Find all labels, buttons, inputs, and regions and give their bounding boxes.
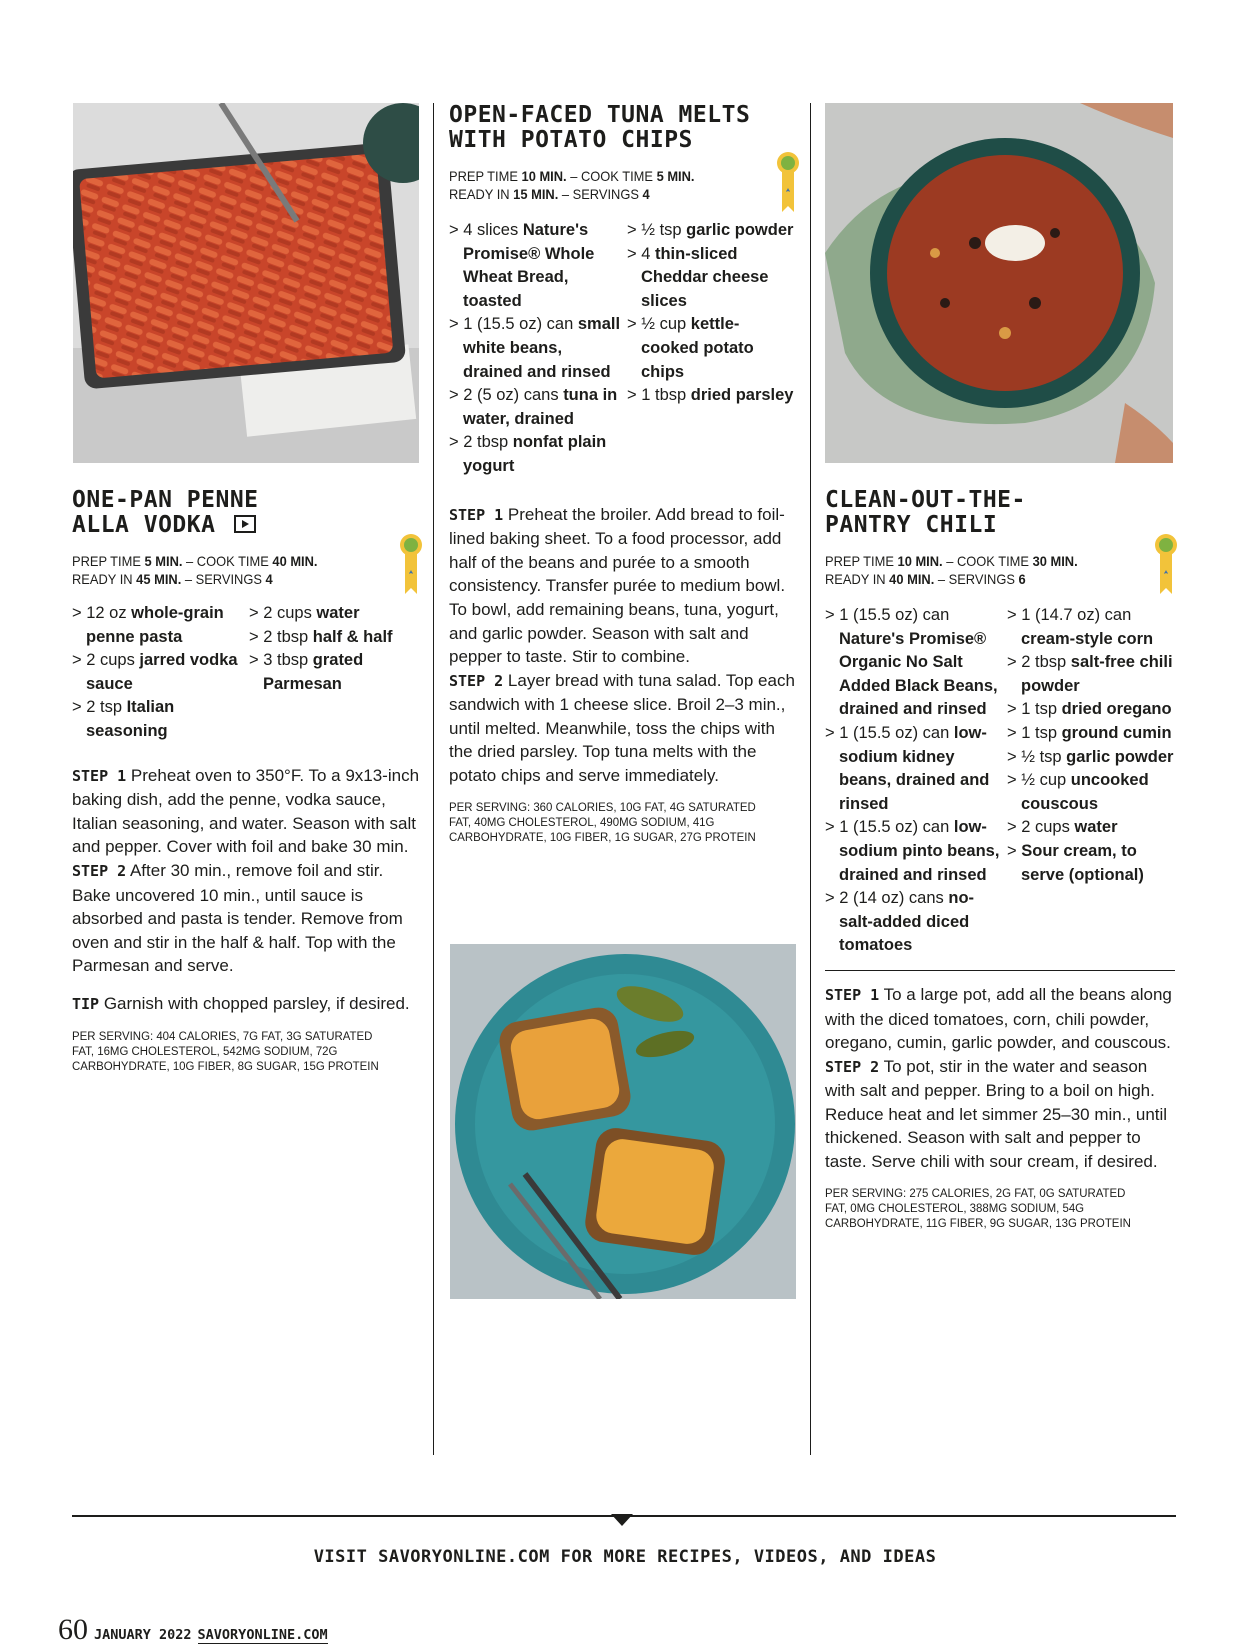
ingredient: > 4 slices Nature's Promise® Whole Wheat Bread, toasted (449, 221, 595, 310)
ingredients-list (72, 602, 420, 744)
recipe-title (72, 488, 420, 538)
ingredient: > 3 tbsp grated Parmesan (249, 651, 364, 693)
ingredient: > 2 (14 oz) cans no-salt-added diced tomatoes (825, 889, 975, 955)
ingredients-left (449, 219, 621, 479)
title-line-2: PANTRY CHILI (825, 512, 998, 538)
ingredient: > Sour cream, to serve (optional) (1007, 841, 1144, 884)
tuna-photo (450, 944, 796, 1299)
ingredient: > 2 tbsp nonfat plain yogurt (449, 433, 607, 475)
ingredient: > 1 tsp ground cumin (1007, 723, 1172, 742)
ingredient: > 2 cups water (1007, 818, 1118, 837)
award-ribbon-icon (398, 532, 424, 596)
recipe-times: PREP TIME 5 MIN. – COOK TIME 40 MIN. READY IN 45 MIN. – SERVINGS 4 (72, 553, 318, 587)
ingredient: > 2 tbsp half & half (249, 627, 393, 646)
title-line-1: CLEAN-OUT-THE- (825, 487, 1026, 513)
video-play-icon[interactable] (234, 515, 256, 533)
column-divider-right (810, 103, 811, 1455)
tuna-melt-image (450, 944, 796, 1299)
ingredient: > 1 (15.5 oz) can Nature's Promise® Organic No Salt Added Black Beans, drained and rinsed (825, 606, 998, 719)
ingredients-left (72, 602, 243, 744)
recipe-steps (825, 983, 1175, 1174)
step-2: STEP 2 To pot, stir in the water and season with salt and pepper. Bring to a boil on high. Reduce heat and let simmer 25–30 min., until thickened. Season with salt and pepper to taste. Serve chili with sour cream, if desired. (825, 1056, 1168, 1172)
ingredients-divider (825, 970, 1175, 971)
ingredient: > 1 (15.5 oz) can low-sodium pinto beans, drained and rinsed (825, 818, 1000, 884)
tuna-recipe (449, 103, 797, 845)
ingredients-left (825, 604, 1001, 958)
chili-photo (825, 103, 1173, 463)
step-2: STEP 2 Layer bread with tuna salad. Top each sandwich with 1 cheese slice. Broil 2–3 min., until melted. Meanwhile, toss the chips with the dried parsley. Top tuna melts with the potato chips and serve immediately. (449, 670, 795, 786)
ingredient: > ½ tsp garlic powder (1007, 747, 1174, 766)
column-divider-left (433, 103, 434, 1455)
recipe-tip: TIP Garnish with chopped parsley, if desired. (72, 993, 410, 1013)
ingredient: > 2 cups water (249, 604, 360, 622)
title-line-2: WITH POTATO CHIPS (449, 127, 693, 153)
ingredient: > 2 cups jarred vodka sauce (72, 651, 238, 693)
site-link[interactable]: SAVORYONLINE.COM (197, 1627, 328, 1643)
issue-date: JANUARY 2022 (94, 1627, 192, 1643)
title-line-2: ALLA VODKA (72, 512, 216, 538)
ingredient: > 12 oz whole-grain penne pasta (72, 604, 224, 646)
page-folio (58, 1613, 328, 1646)
recipe-title (825, 488, 1175, 538)
ingredient: > 1 (15.5 oz) can small white beans, drained and rinsed (449, 315, 621, 381)
recipe-title (449, 103, 797, 153)
recipe-times: PREP TIME 10 MIN. – COOK TIME 5 MIN. READY IN 15 MIN. – SERVINGS 4 (449, 168, 695, 202)
step-1: STEP 1 Preheat the broiler. Add bread to foil-lined baking sheet. To a food processor, add half of the beans and purée to a smooth consistency. Transfer purée to medium bowl. To bowl, add remaining beans, tuna, yogurt, and garlic powder. Season with salt and pepper to taste. Stir to combine. (449, 504, 786, 667)
ingredient: > 2 (5 oz) cans tuna in water, drained (449, 386, 618, 428)
award-ribbon-icon (1153, 532, 1179, 596)
ingredient: > 2 tbsp salt-free chili powder (1007, 653, 1173, 695)
ingredients-right (627, 219, 797, 479)
recipe-steps (449, 503, 797, 788)
ingredients-right (249, 602, 420, 744)
footer-cta[interactable]: VISIT SAVORYONLINE.COM FOR MORE RECIPES, VIDEOS, AND IDEAS (313, 1547, 937, 1567)
nutrition-info: PER SERVING: 404 CALORIES, 7G FAT, 3G SATURATED FAT, 16MG CHOLESTEROL, 542MG SODIUM, 72G CARBOHYDRATE, 10G FIBER, 8G SUGAR, 15G PROTEIN (72, 1028, 379, 1073)
chili-image (825, 103, 1173, 463)
ingredient: > ½ tsp garlic powder (627, 221, 794, 239)
page-number: 60 (58, 1613, 88, 1646)
title-line-1: ONE-PAN PENNE (72, 487, 259, 513)
ingredient: > 1 tbsp dried parsley (627, 386, 794, 405)
ingredient: > 1 (15.5 oz) can low-sodium kidney beans, drained and rinsed (825, 723, 990, 813)
penne-recipe (72, 488, 420, 1074)
ingredients-list (825, 604, 1175, 958)
arrow-down-icon (611, 1514, 633, 1526)
nutrition-info: PER SERVING: 360 CALORIES, 10G FAT, 4G SATURATED FAT, 40MG CHOLESTEROL, 490MG SODIUM, 41G CARBOHYDRATE, 10G FIBER, 1G SUGAR, 27G PROTEIN (449, 799, 756, 844)
ingredient: > 4 thin-sliced Cheddar cheese slices (627, 244, 769, 310)
ingredients-list (449, 219, 797, 479)
ingredients-right (1007, 604, 1175, 958)
penne-photo (73, 103, 419, 463)
step-1: STEP 1 Preheat oven to 350°F. To a 9x13-inch baking dish, add the penne, vodka sauce, Italian seasoning, and water. Season with salt and pepper. Cover with foil and bake 30 min. (72, 765, 420, 857)
step-2: STEP 2 After 30 min., remove foil and stir. Bake uncovered 10 min., until sauce is absorbed and pasta is tender. Remove from oven and stir in the half & half. Top with the Parmesan and serve. (72, 860, 403, 976)
chili-recipe (825, 488, 1175, 1231)
recipe-times: PREP TIME 10 MIN. – COOK TIME 30 MIN. READY IN 40 MIN. – SERVINGS 6 (825, 553, 1078, 587)
ingredient: > 2 tsp Italian seasoning (72, 698, 175, 740)
ingredient: > ½ cup uncooked couscous (1007, 771, 1149, 813)
award-ribbon-icon (775, 150, 801, 214)
step-1: STEP 1 To a large pot, add all the beans along with the diced tomatoes, corn, chili powder, oregano, cumin, garlic powder, and couscous. (825, 984, 1172, 1053)
penne-image (73, 103, 419, 463)
recipe-steps (72, 764, 420, 1017)
ingredient: > 1 tsp dried oregano (1007, 700, 1172, 719)
title-line-1: OPEN-FACED TUNA MELTS (449, 102, 751, 128)
ingredient: > ½ cup kettle-cooked potato chips (627, 315, 754, 381)
nutrition-info: PER SERVING: 275 CALORIES, 2G FAT, 0G SATURATED FAT, 0MG CHOLESTEROL, 388MG SODIUM, 54G CARBOHYDRATE, 11G FIBER, 9G SUGAR, 13G PROTEIN (825, 1185, 1131, 1230)
ingredient: > 1 (14.7 oz) can cream-style corn (1007, 606, 1154, 648)
